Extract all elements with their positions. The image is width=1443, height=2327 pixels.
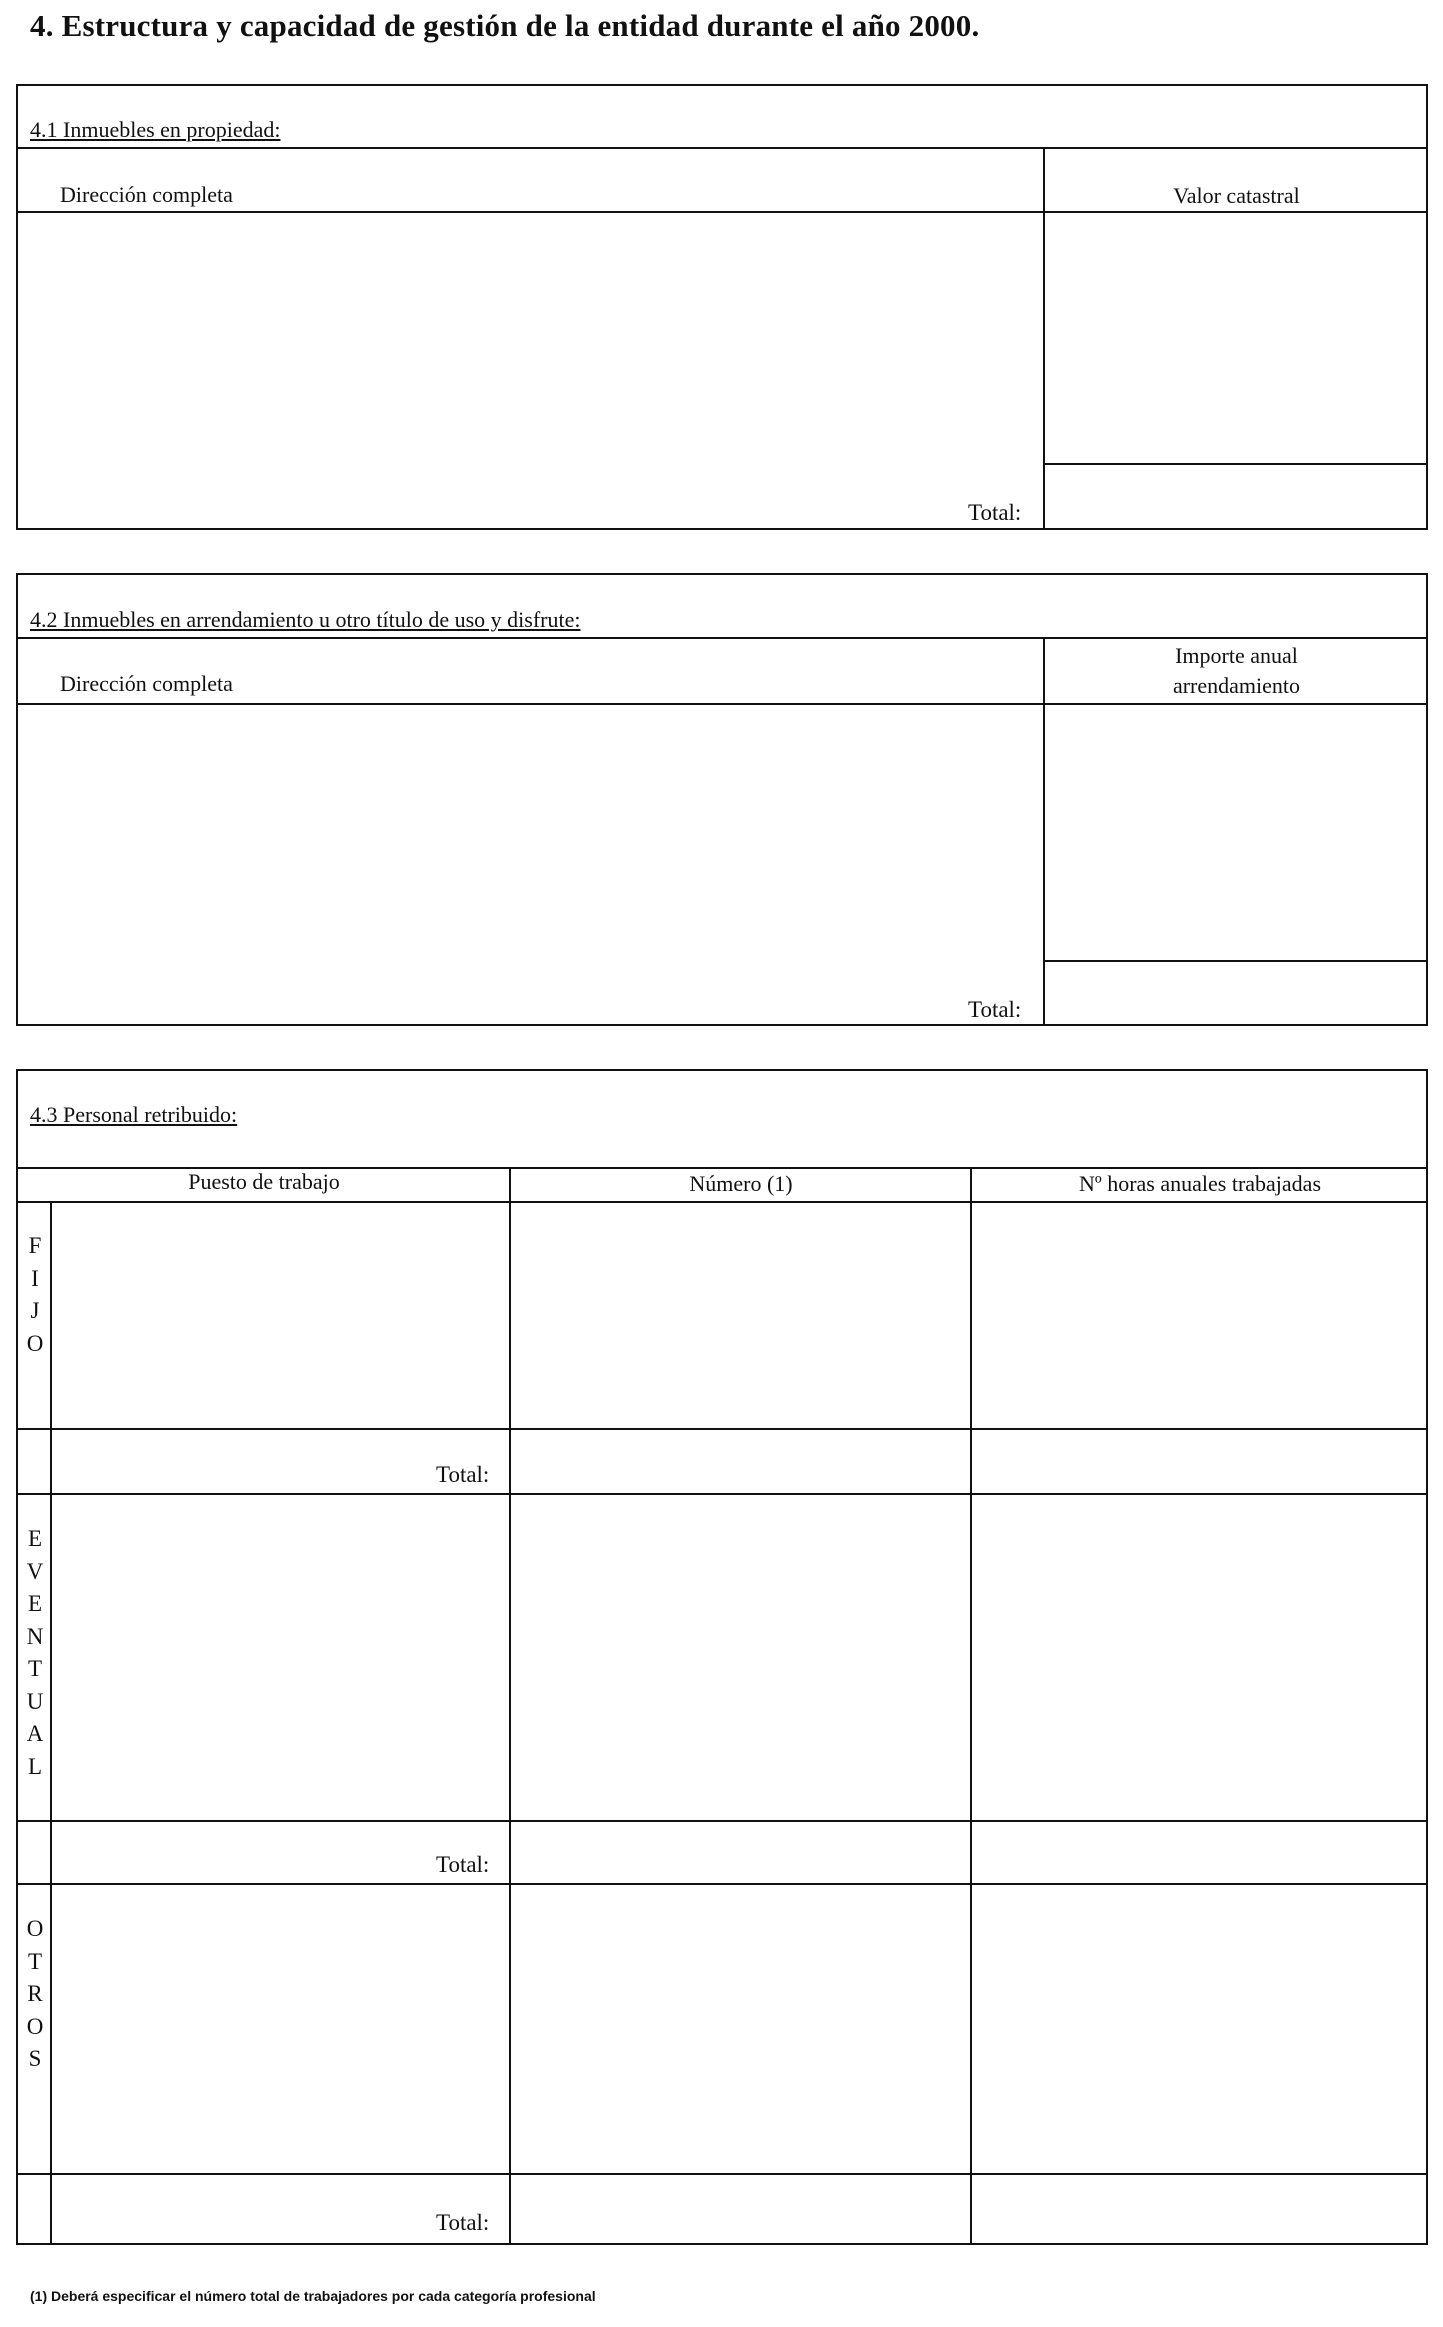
group-label-letter: E [27,1591,43,1616]
eventual-hours-input[interactable] [973,1495,1426,1819]
section-4-2-heading: 4.2 Inmuebles en arrendamiento u otro título de uso y disfrute: [30,607,581,632]
annual-rent-input-area[interactable] [1045,705,1426,959]
otros-number-input[interactable] [512,1885,969,2172]
group-label-letter: S [28,2046,42,2071]
eventual-hours-total-field[interactable] [973,1822,1426,1882]
otros-job-input[interactable] [53,1885,508,2172]
group-label-letter: T [27,1948,43,1974]
address-input-area[interactable] [18,213,1042,528]
eventual-job-input[interactable] [53,1495,508,1819]
group-label-letter: I [31,1265,39,1291]
fijo-hours-input[interactable] [973,1203,1426,1427]
fijo-hours-total-field[interactable] [973,1430,1426,1492]
eventual-total-label: Total: [436,1852,490,1877]
eventual-number-input[interactable] [512,1495,969,1819]
annual-rent-total-field[interactable] [1045,962,1426,1024]
fijo-number-input[interactable] [512,1203,969,1427]
section-4-1-total-label: Total: [968,500,1022,525]
group-label-letter: J [30,1298,40,1323]
annual-rent-column-header-line2: arrendamiento [1172,673,1301,698]
section-4-1-heading: 4.1 Inmuebles en propiedad: [30,117,281,142]
group-label-letter: O [26,2013,44,2039]
otros-number-total-field[interactable] [512,2175,969,2243]
group-label-letter: O [26,1916,44,1941]
eventual-number-total-field[interactable] [512,1822,969,1882]
section-4-1-header-top-rule [16,147,1428,149]
section-4-2-total-label: Total: [968,997,1022,1022]
section-4-2-header-top-rule [16,637,1428,639]
group-label-letter: L [27,1753,43,1779]
job-position-column-header: Puesto de trabajo [188,1169,340,1194]
number-column-header: Número (1) [689,1171,793,1196]
group-label-letter: A [26,1721,44,1746]
group-label-letter: F [28,1233,42,1258]
cadastral-value-input-area[interactable] [1045,213,1426,462]
annual-hours-column-header: Nº horas anuales trabajadas [1079,1171,1321,1196]
number-hours-column-divider [970,1167,972,2245]
page-title: 4. Estructura y capacidad de gestión de la entidad durante el año 2000. [30,8,980,43]
otros-hours-total-field[interactable] [973,2175,1426,2243]
section-4-3-heading: 4.3 Personal retribuido: [30,1102,238,1127]
footnote: (1) Deberá especificar el número total de trabajadores por cada categoría profesional [30,2288,596,2304]
fijo-job-input[interactable] [53,1203,508,1427]
group-label-letter: T [27,1656,43,1681]
annual-rent-column-header-line1: Importe anual [1175,643,1298,668]
group-label-eventual [18,1523,52,1783]
fijo-total-label: Total: [436,1462,490,1487]
otros-hours-input[interactable] [973,1885,1426,2172]
address-column-header: Dirección completa [60,671,233,696]
address-column-header: Dirección completa [60,182,233,207]
otros-total-label: Total: [436,2210,490,2235]
group-label-fijo [18,1230,52,1360]
group-label-letter: U [26,1688,44,1714]
group-label-letter: N [26,1623,44,1649]
group-label-letter: E [27,1526,43,1551]
cadastral-value-total-field[interactable] [1045,465,1426,528]
cadastral-value-column-header: Valor catastral [1173,183,1300,208]
job-number-column-divider [509,1167,511,2245]
group-label-letter: R [27,1981,43,2006]
group-label-letter: O [26,1330,44,1356]
fijo-number-total-field[interactable] [512,1430,969,1492]
group-label-letter: V [26,1558,44,1584]
address-input-area[interactable] [18,705,1042,1024]
group-label-otros [18,1913,52,2076]
